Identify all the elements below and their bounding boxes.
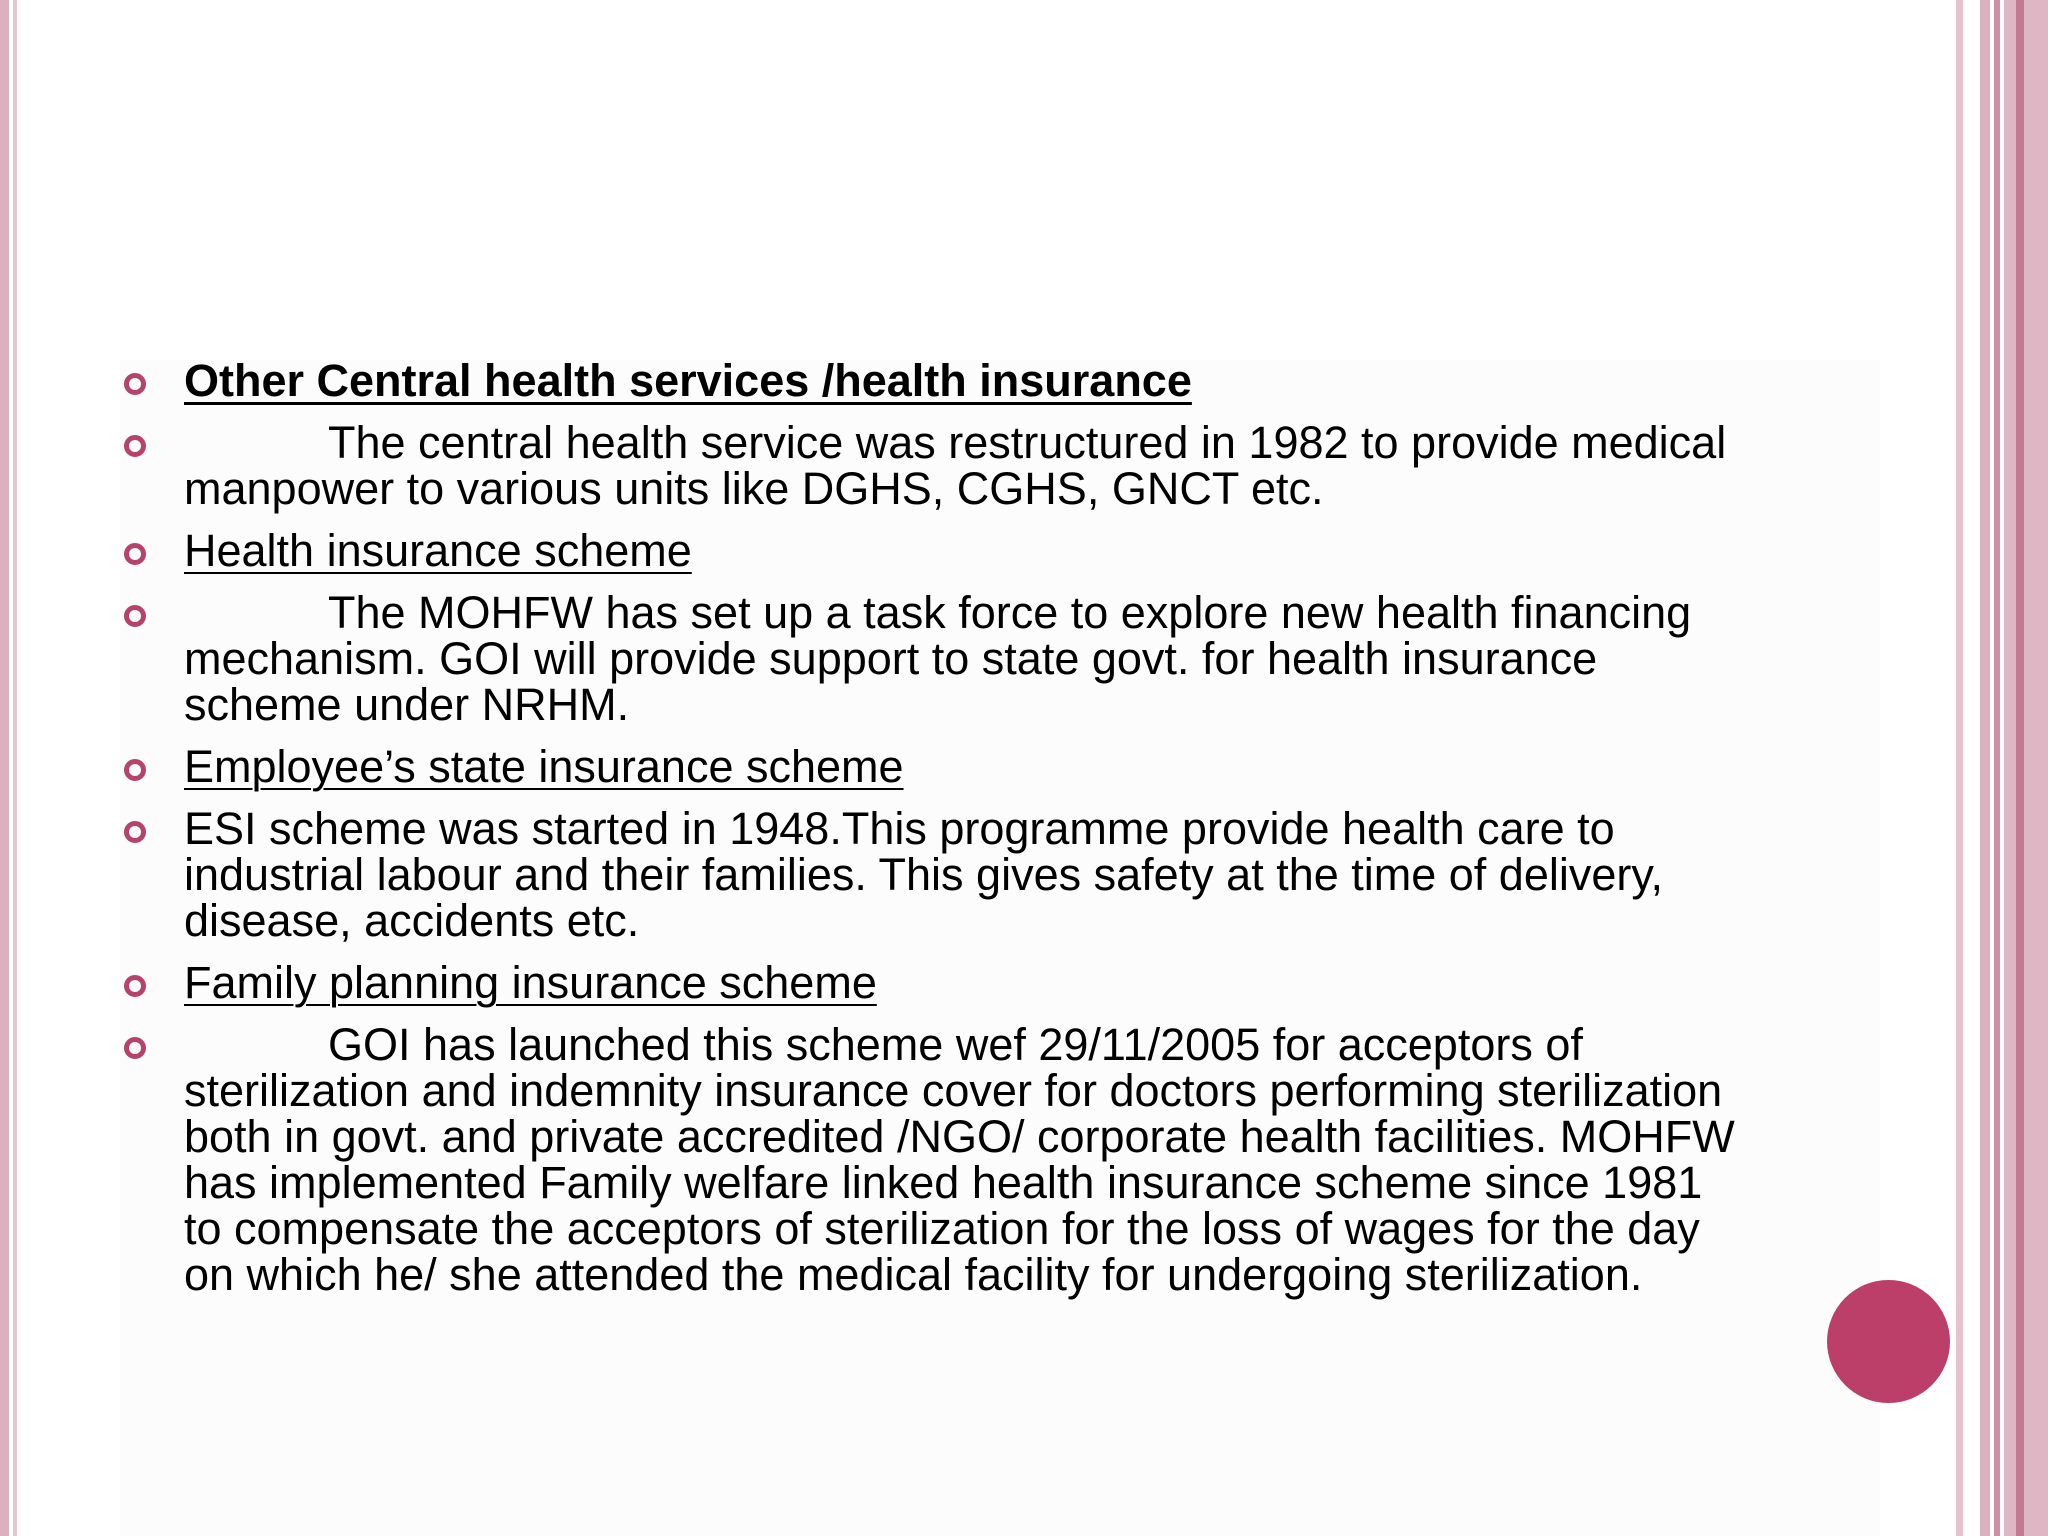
bullet-list xyxy=(122,355,1742,1314)
right-border-line-3 xyxy=(1994,0,2000,1536)
left-border-line xyxy=(13,0,17,1536)
list-item xyxy=(122,525,1742,576)
paragraph-text: ESI scheme was started in 1948.This programme provide health care to industrial labour and their families. This gives safety at the time of delivery, disease, accidents etc. xyxy=(184,803,1664,946)
list-item xyxy=(122,587,1742,730)
ring-bullet-icon xyxy=(124,373,146,395)
ring-bullet-icon xyxy=(124,975,146,997)
paragraph-text: GOI has launched this scheme wef 29/11/2005 for acceptors of sterilization and indemnity insurance cover for doctors performing sterilization both in govt. and private accredited /NGO/ corporate health facilities. MOHFW has implemented Family welfare linked health insurance scheme since 1981 to compensate the acceptors of sterilization for the loss of wages for the day on which he/ she attended the medical facility for undergoing sterilization. xyxy=(184,1019,1735,1300)
list-item xyxy=(122,957,1742,1008)
list-item xyxy=(122,417,1742,514)
right-border-line-2 xyxy=(1980,0,1990,1536)
ring-bullet-icon xyxy=(124,1037,146,1059)
list-item xyxy=(122,741,1742,792)
ring-bullet-icon xyxy=(124,543,146,565)
subheading: Family planning insurance scheme xyxy=(184,957,877,1008)
ring-bullet-icon xyxy=(124,821,146,843)
ring-bullet-icon xyxy=(124,435,146,457)
left-border-bar xyxy=(0,0,9,1536)
paragraph-text: The MOHFW has set up a task force to explore new health financing mechanism. GOI will provide support to state govt. for health insurance scheme under NRHM. xyxy=(184,587,1692,730)
right-border-line-4 xyxy=(2016,0,2024,1536)
section-heading: Other Central health services /health insurance xyxy=(184,355,1192,406)
list-item xyxy=(122,355,1742,406)
right-border-line-1 xyxy=(1956,0,1963,1536)
ring-bullet-icon xyxy=(124,759,146,781)
right-border-band xyxy=(2004,0,2048,1536)
accent-circle xyxy=(1827,1280,1950,1403)
list-item xyxy=(122,803,1742,946)
ring-bullet-icon xyxy=(124,605,146,627)
subheading: Employee’s state insurance scheme xyxy=(184,741,904,792)
list-item xyxy=(122,1019,1742,1300)
subheading: Health insurance scheme xyxy=(184,525,692,576)
paragraph-text: The central health service was restructured in 1982 to provide medical manpower to various units like DGHS, CGHS, GNCT etc. xyxy=(184,417,1727,514)
